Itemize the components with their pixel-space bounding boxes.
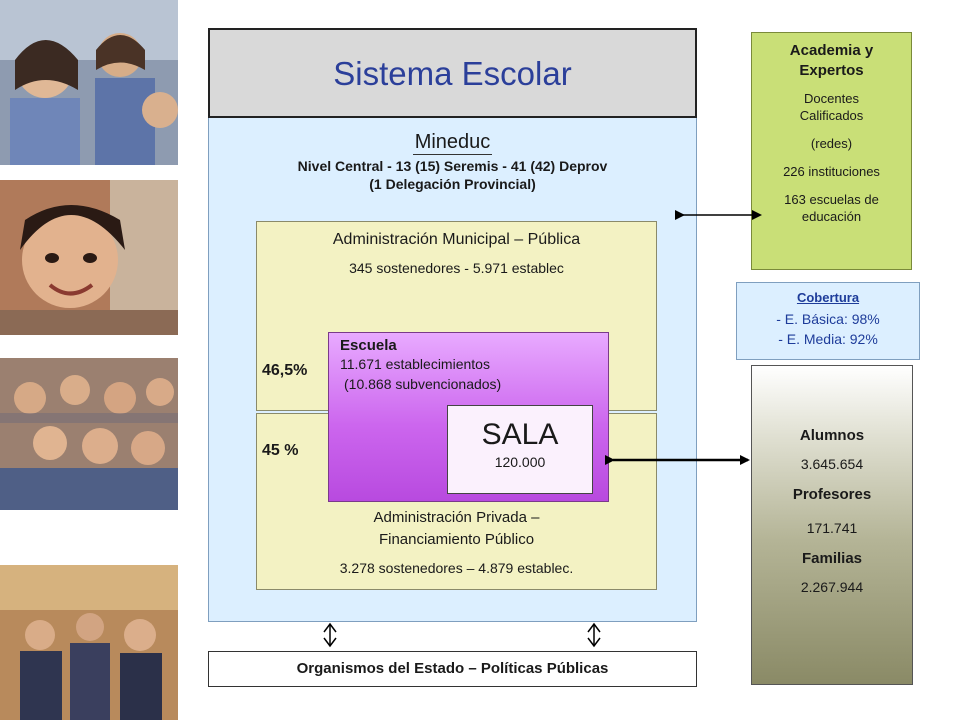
privada-heading-line2: Financiamiento Público	[378, 531, 535, 548]
academia-heading-line1: Academia y	[789, 42, 874, 59]
escuela-heading: Escuela	[340, 337, 397, 354]
escuela-line1: 11.671 establecimientos	[340, 356, 490, 372]
municipal-detail: 345 sostenedores - 5.971 establec	[349, 260, 564, 276]
mineduc-line1: Nivel Central - 13 (15) Seremis - 41 (42) Deprov	[297, 158, 608, 174]
privada-heading-line1: Administración Privada –	[373, 509, 540, 526]
familias-value: 2.267.944	[800, 579, 864, 595]
academia-redes: (redes)	[810, 136, 853, 151]
academia-heading-line2: Expertos	[799, 62, 864, 79]
academia-escuelas-line1: 163 escuelas de	[784, 192, 879, 207]
privada-percent: 45 %	[262, 442, 299, 459]
sala-count: 120.000	[494, 454, 546, 470]
alumnos-value: 3.645.654	[800, 456, 864, 472]
organismos-label: Organismos del Estado – Políticas Públicas	[296, 660, 609, 677]
profesores-label: Profesores	[792, 486, 872, 503]
familias-label: Familias	[801, 550, 863, 567]
sala-heading: SALA	[481, 418, 559, 451]
privada-detail: 3.278 sostenedores – 4.879 establec.	[339, 560, 574, 576]
organismos-arrow-right	[588, 624, 600, 646]
escuela-line2: (10.868 subvencionados)	[344, 376, 502, 392]
academia-instituciones: 226 instituciones	[783, 164, 880, 179]
alumnos-label: Alumnos	[799, 427, 865, 444]
organismos-arrow-left	[324, 624, 336, 646]
cobertura-heading: Cobertura	[796, 290, 860, 305]
mineduc-line2: (1 Delegación Provincial)	[369, 176, 536, 192]
cobertura-media: - E. Media: 92%	[778, 331, 878, 347]
page-title: Sistema Escolar	[333, 55, 572, 92]
profesores-value: 171.741	[806, 520, 858, 536]
academia-docentes-line1: Docentes	[804, 91, 859, 106]
cobertura-basica: - E. Básica: 98%	[776, 311, 880, 327]
municipal-percent: 46,5%	[262, 362, 308, 379]
municipal-heading: Administración Municipal – Pública	[332, 231, 581, 248]
academia-escuelas-line2: educación	[801, 209, 862, 224]
academia-docentes-line2: Calificados	[799, 108, 864, 123]
mineduc-heading: Mineduc	[414, 131, 491, 153]
